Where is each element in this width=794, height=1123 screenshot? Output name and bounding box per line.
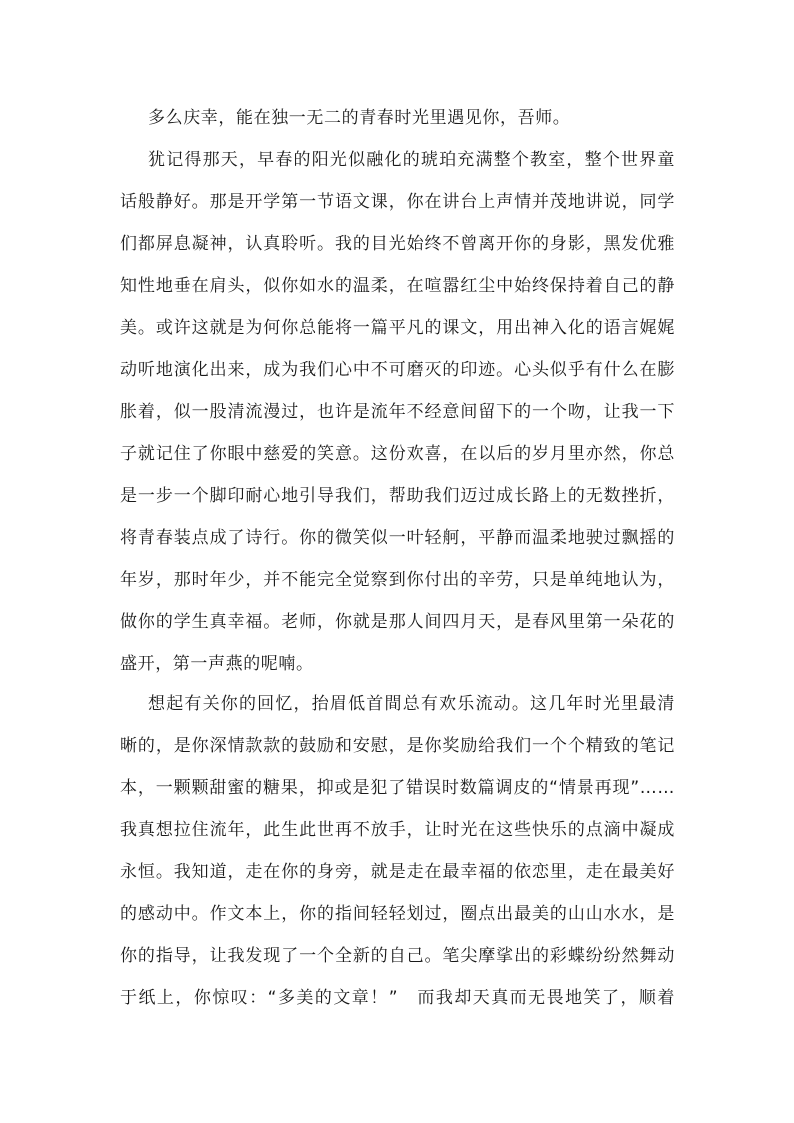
paragraph-3-line: 你的指导，让我发现了一个全新的自己。笔尖摩挲出的彩蝶纷纷然舞动 (120, 946, 675, 966)
paragraph-2-line: 年岁，那时年少，并不能完全觉察到你付出的辛劳，只是单纯地认为， (120, 570, 675, 590)
paragraph-3-line: 本，一颗颗甜蜜的糖果，抑或是犯了错误时数篇调皮的“情景再现”…… (120, 778, 675, 798)
paragraph-3-line: 我真想拉住流年，此生此世再不放手，让时光在这些快乐的点滴中凝成 (120, 820, 675, 840)
paragraph-2-line: 胀着，似一股清流漫过，也许是流年不经意间留下的一个吻，让我一下 (120, 402, 675, 422)
paragraph-2-line: 是一步一个脚印耐心地引导我们，帮助我们迈过成长路上的无数挫折， (120, 486, 675, 506)
paragraph-2-line: 动听地演化出来，成为我们心中不可磨灭的印迹。心头似乎有什么在膨 (120, 360, 675, 380)
paragraph-2-line: 话般静好。那是开学第一节语文课，你在讲台上声情并茂地讲说，同学 (120, 192, 675, 212)
paragraph-2-line: 将青春装点成了诗行。你的微笑似一叶轻舸，平静而温柔地驶过飘摇的 (120, 528, 675, 548)
paragraph-1-line: 多么庆幸，能在独一无二的青春时光里遇见你，吾师。 (148, 108, 571, 128)
paragraph-3-line: 永恒。我知道，走在你的身旁，就是走在最幸福的依恋里，走在最美好 (120, 862, 675, 882)
paragraph-3-line: 想起有关你的回忆，抬眉低首間总有欢乐流动。这几年时光里最清 (148, 694, 675, 714)
paragraph-3-line: 的感动中。作文本上，你的指间轻轻划过，圈点出最美的山山水水，是 (120, 904, 675, 924)
paragraph-3-line: 于纸上，你惊叹：“多美的文章！” 而我却天真而无畏地笑了，顺着 (120, 988, 675, 1008)
paragraph-2-line: 子就记住了你眼中慈爱的笑意。这份欢喜，在以后的岁月里亦然，你总 (120, 444, 675, 464)
paragraph-2-line: 知性地垂在肩头，似你如水的温柔，在喧嚣红尘中始终保持着自己的静 (120, 276, 675, 296)
paragraph-2-line: 做你的学生真幸福。老师，你就是那人间四月天，是春风里第一朵花的 (120, 612, 675, 632)
paragraph-2-line: 犹记得那天，早春的阳光似融化的琥珀充满整个教室，整个世界童 (148, 150, 675, 170)
paragraph-2-line: 美。或许这就是为何你总能将一篇平凡的课文，用出神入化的语言娓娓 (120, 318, 675, 338)
paragraph-3-line: 晰的，是你深情款款的鼓励和安慰，是你奖励给我们一个个精致的笔记 (120, 736, 675, 756)
paragraph-2-line: 盛开，第一声燕的呢喃。 (120, 654, 314, 674)
paragraph-2-line: 们都屏息凝神，认真聆听。我的目光始终不曾离开你的身影，黑发优雅 (120, 234, 675, 254)
